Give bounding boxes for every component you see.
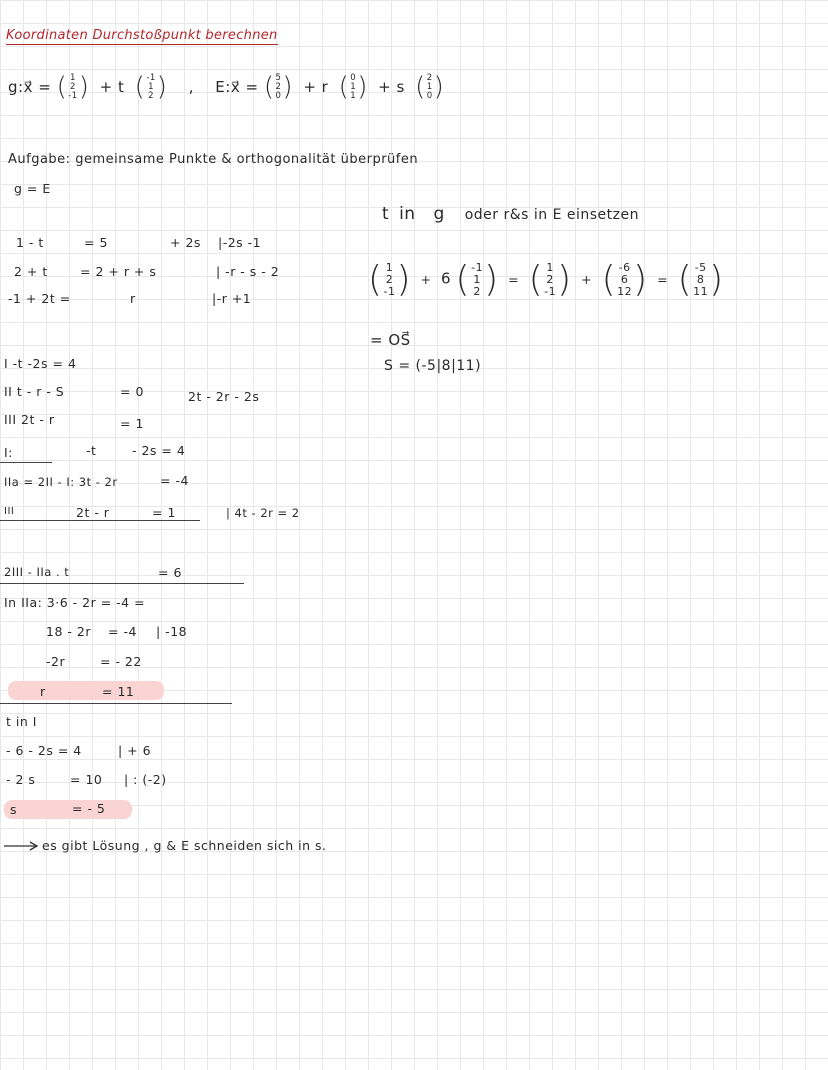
right-heading-g: g	[433, 204, 445, 224]
vector-e-support: ( 5 2 0 )	[263, 72, 294, 103]
underline-step3	[0, 520, 200, 521]
equation-I: I -t -2s = 4	[4, 356, 77, 371]
os-vector-label: = OS⃗	[370, 331, 411, 349]
equation-II-rhs: = 0	[120, 384, 144, 399]
tin-line2-op: | : (-2)	[124, 772, 167, 787]
vector-e-direction-1: ( 0 1 1 )	[338, 72, 368, 103]
op-eq-1: =	[508, 271, 520, 287]
highlight-r-result	[8, 681, 164, 700]
sub-line1: In IIa: 3·6 - 2r = -4 =	[4, 595, 146, 610]
step3-mid: 2t - r	[76, 505, 110, 520]
vector-g-support: ( 1 2 -1 )	[56, 72, 90, 103]
right-heading-in: in	[399, 204, 416, 224]
vector-w2: ( -1 1 2 )	[455, 259, 499, 301]
page-title: Koordinaten Durchstoßpunkt berechnen	[6, 28, 278, 43]
g-equals-e: g = E	[14, 181, 51, 196]
step4-rhs: = 6	[158, 565, 182, 580]
underline-step1	[0, 462, 52, 463]
op-plus-r: + r	[303, 77, 329, 96]
equation-II: II t - r - S	[4, 384, 65, 399]
op-plus-s: + s	[378, 77, 405, 96]
equation-III: III 2t - r	[4, 412, 55, 427]
tin-line2-lhs: - 2 s	[6, 772, 36, 787]
system-row2-eq: = 2 + r + s	[80, 264, 157, 279]
step4-label: 2III - IIa . t	[4, 565, 70, 579]
tin-line2-rhs: = 10	[70, 772, 103, 787]
tin-line1-op: | + 6	[118, 743, 152, 758]
system-row3-rhs: r	[130, 291, 136, 306]
line-g-equation	[8, 74, 444, 101]
e-prefix: E:x⃗ =	[215, 77, 259, 96]
right-vector-equation	[368, 259, 724, 301]
underline-r-result	[0, 703, 232, 704]
right-heading-t: t	[382, 204, 390, 224]
step3-note: | 4t - 2r = 2	[226, 506, 300, 520]
system-row1-rhs: + 2s	[170, 235, 201, 250]
sub-line3-lhs: -2r	[46, 654, 66, 669]
g-prefix: g:x⃗ =	[8, 77, 52, 96]
step3-label: III	[4, 506, 15, 517]
system-row2-lhs: 2 + t	[14, 264, 48, 279]
highlight-s-result	[4, 800, 132, 819]
tin-heading: t in I	[6, 714, 37, 729]
step2-rhs: = -4	[160, 473, 189, 488]
vector-w1: ( 1 2 -1 )	[368, 259, 412, 301]
sub-line2-rhs: = -4	[108, 624, 137, 639]
sub-line3-rhs: = - 22	[100, 654, 142, 669]
coef-six: 6	[441, 269, 452, 288]
system-row2-op: | -r - s - 2	[216, 264, 280, 279]
step1-label: I:	[4, 445, 13, 460]
task-statement: Aufgabe: gemeinsame Punkte & orthogonalität überprüfen	[8, 152, 419, 167]
system-row3-op: |-r +1	[212, 291, 252, 306]
system-row1-op: |-2s -1	[218, 235, 262, 250]
right-heading	[382, 206, 639, 223]
underline-step4	[0, 583, 244, 584]
separator-comma: ,	[188, 77, 195, 96]
equation-III-rhs: = 1	[120, 416, 144, 431]
tin-line1: - 6 - 2s = 4	[6, 743, 82, 758]
arrow-icon	[4, 841, 40, 851]
equation-II-note: 2t - 2r - 2s	[188, 389, 260, 404]
step2-label: IIa = 2II - I: 3t - 2r	[4, 475, 118, 489]
step1-rhs: - 2s = 4	[132, 443, 186, 458]
op-plus-1: +	[420, 271, 432, 287]
sub-line2-op: | -18	[156, 624, 188, 639]
sub-line4-rhs: = 11	[102, 684, 135, 699]
system-row3-lhs: -1 + 2t =	[8, 291, 71, 306]
op-eq-2: =	[657, 271, 669, 287]
right-heading-rest: oder r&s in E einsetzen	[464, 207, 639, 223]
intersection-point: S = (-5|8|11)	[384, 358, 482, 374]
tin-line3-lhs: s	[10, 802, 18, 817]
system-row1-eq: = 5	[84, 235, 108, 250]
system-row1-lhs: 1 - t	[16, 235, 44, 250]
tin-line3-rhs: = - 5	[72, 801, 106, 816]
vector-e-direction-2: ( 2 1 0 )	[415, 72, 445, 103]
sub-line4-lhs: r	[40, 684, 46, 699]
vector-w4: ( -6 6 12 )	[601, 259, 648, 301]
step3-rhs: = 1	[152, 505, 176, 520]
sub-line2-lhs: 18 - 2r	[46, 624, 91, 639]
vector-w5: ( -5 8 11 )	[677, 259, 724, 301]
step1-mid: -t	[86, 443, 97, 458]
op-plus-2: +	[581, 271, 593, 287]
op-plus-t: + t	[99, 77, 125, 96]
vector-g-direction: ( -1 1 2 )	[134, 72, 168, 103]
conclusion-text: es gibt Lösung , g & E schneiden sich in s.	[42, 838, 327, 853]
vector-w3: ( 1 2 -1 )	[528, 259, 572, 301]
